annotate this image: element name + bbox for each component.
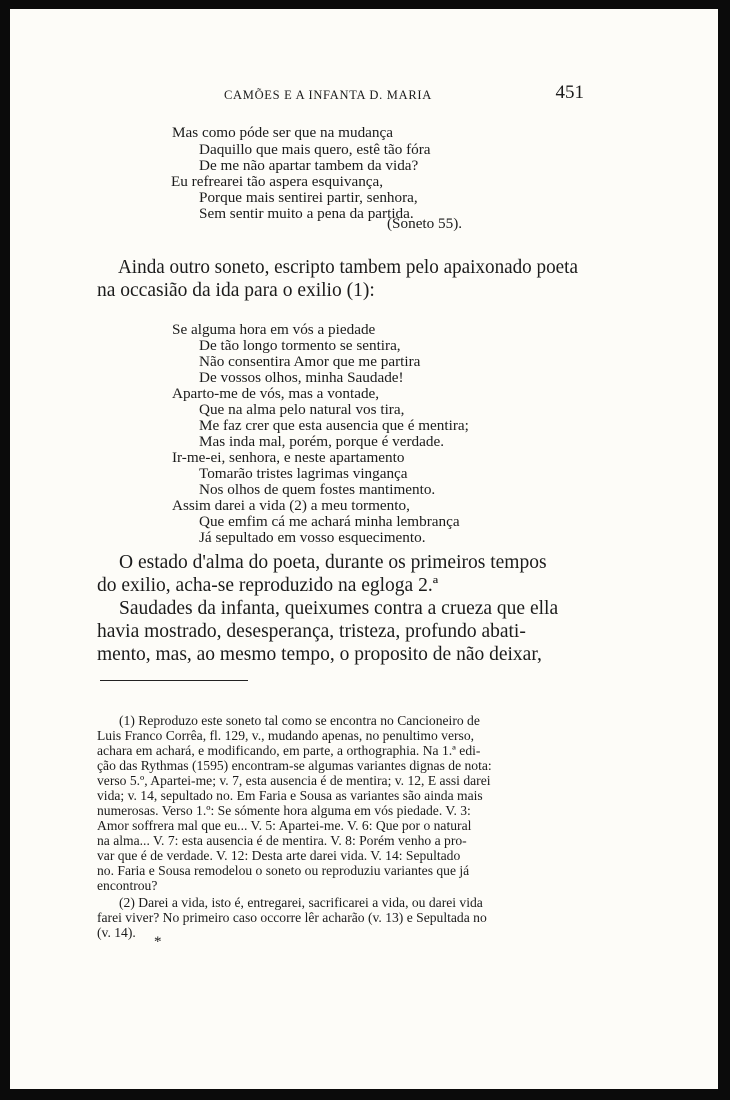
verse-line: De vossos olhos, minha Saudade! [199,369,404,386]
scan-border-top [0,0,730,9]
footnote-line: encontrou? [97,878,158,893]
footnote-separator [100,680,248,681]
footnote-line: na alma... V. 7: esta ausencia é de mentira. V. 8: Porém venho a pro- [97,833,467,848]
verse-line: Tomarão tristes lagrimas vingança [199,465,408,482]
footnote-line: verso 5.º, Apartei-me; v. 7, esta ausencia é de mentira; v. 12, E assi darei [97,773,491,788]
scan-border-right [718,0,730,1100]
verse-line: Eu refrearei tão aspera esquivança, [171,173,384,190]
prose-line: havia mostrado, desesperança, tristeza, profundo abati- [97,621,526,642]
scan-border-bottom [0,1089,730,1100]
verse-line: Que emfim cá me achará minha lembrança [199,513,460,530]
verse-line: Que na alma pelo natural vos tira, [199,401,405,418]
footnote-line: Amor soffrera mal que eu... V. 5: Apartei-me. V. 6: Que por o natural [97,818,472,833]
prose-line: do exilio, acha-se reproduzido na egloga 2.ª [97,575,439,596]
footnote-line: (2) Darei a vida, isto é, entregarei, sacrificarei a vida, ou darei vida [119,895,483,910]
footnote-line: var que é de verdade. V. 12: Desta arte darei vida. V. 14: Sepultado [97,848,461,863]
prose-line: Saudades da infanta, queixumes contra a crueza que ella [119,598,559,619]
footnote-line: farei viver? No primeiro caso occorre lêr acharão (v. 13) e Sepultada no [97,910,487,925]
scan-border-left [0,0,10,1100]
verse-line: Porque mais sentirei partir, senhora, [199,189,418,206]
verse-line: Mas como póde ser que na mudança [172,124,393,141]
verse-line: Daquillo que mais quero, estê tão fóra [199,141,431,158]
verse-line: Se alguma hora em vós a piedade [172,321,376,338]
verse-line: Sem sentir muito a pena da partida. [199,205,414,222]
page-header [224,82,584,108]
footnote-line: Luis Franco Corrêa, fl. 129, v., mudando apenas, no penultimo verso, [97,728,475,743]
verse-line: Assim darei a vida (2) a meu tormento, [172,497,410,514]
footnote-line: achara em achará, e modificando, em parte, a orthographia. Na 1.ª edi- [97,743,481,758]
verse-line: Mas inda mal, porém, porque é verdade. [199,433,445,450]
verse-line: De tão longo tormento se sentira, [199,337,401,354]
end-mark: * [154,934,162,950]
footnote-line: (1) Reproduzo este soneto tal como se encontra no Cancioneiro de [119,713,480,728]
prose-line: Ainda outro soneto, escripto tambem pelo apaixonado poeta [118,257,578,278]
verse-line: Nos olhos de quem fostes mantimento. [199,481,436,498]
footnote-line: numerosas. Verso 1.º: Se sómente hora alguma em vós piedade. V. 3: [97,803,471,818]
prose-line: na occasião da ida para o exilio (1): [97,280,375,301]
verse-line: Aparto-me de vós, mas a vontade, [172,385,380,402]
verse-line: Ir-me-ei, senhora, e neste apartamento [172,449,405,466]
page-number: 451 [555,82,584,103]
footnote-line: vida; v. 14, sepultado no. Em Faria e Sousa as variantes são ainda mais [97,788,483,803]
footnote-line: ção das Rythmas (1595) encontram-se algumas variantes dignas de nota: [97,758,492,773]
footnote-line: no. Faria e Sousa remodelou o soneto ou reproduziu variantes que já [97,863,470,878]
prose-line: O estado d'alma do poeta, durante os primeiros tempos [119,552,547,573]
citation: (Soneto 55). [387,215,463,232]
verse-line: De me não apartar tambem da vida? [199,157,419,174]
verse-line: Me faz crer que esta ausencia que é mentira; [199,417,469,434]
footnote-line: (v. 14). [97,925,136,940]
running-title: CAMÕES E A INFANTA D. MARIA [224,88,432,102]
prose-line: mento, mas, ao mesmo tempo, o proposito de não deixar, [97,644,542,665]
verse-line: Não consentira Amor que me partira [199,353,421,370]
verse-line: Já sepultado em vosso esquecimento. [199,529,426,546]
